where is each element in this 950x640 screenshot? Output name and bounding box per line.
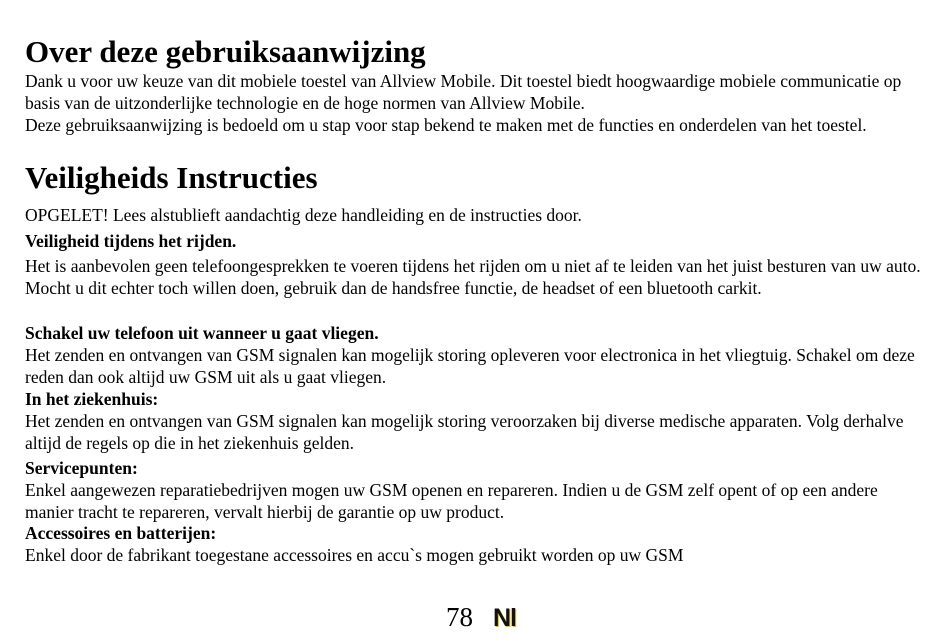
intro-title: Over deze gebruiksaanwijzing: [25, 34, 426, 69]
section-body-flying: Het zenden en ontvangen van GSM signalen kan mogelijk storing opleveren voor electronica in het vliegtuig. Schakel om deze reden dan ook altijd uw GSM uit als u gaat vliegen.: [25, 345, 915, 387]
safety-title: Veiligheids Instructies: [25, 160, 318, 195]
section-heading-flying: Schakel uw telefoon uit wanneer u gaat vliegen.: [25, 323, 379, 343]
intro-paragraph-2: Deze gebruiksaanwijzing is bedoeld om u stap voor stap bekend te maken met de functies en onderdelen van het toestel.: [25, 115, 867, 135]
page-number: 78: [446, 602, 473, 632]
safety-warning: OPGELET! Lees alstublieft aandachtig deze handleiding en de instructies door.: [25, 205, 582, 225]
intro-paragraph-1: Dank u voor uw keuze van dit mobiele toestel van Allview Mobile. Dit toestel biedt hoogwaardige mobiele communicatie op basis van de uitzonderlijke technologie en de hoge normen van Allview Mobile.: [25, 71, 902, 113]
section-body-accessories: Enkel door de fabrikant toegestane accessoires en accu`s mogen gebruikt worden op uw GSM: [25, 545, 684, 565]
section-heading-hospital: In het ziekenhuis:: [25, 389, 159, 409]
section-heading-service: Servicepunten:: [25, 458, 138, 478]
section-body-driving: Het is aanbevolen geen telefoongesprekken te voeren tijdens het rijden om u niet af te leiden van het juist besturen van uw auto. Mocht u dit echter toch willen doen, gebruik dan de handsfree functie, de headset of een bluetooth carkit.: [25, 256, 921, 298]
section-body-hospital: Het zenden en ontvangen van GSM signalen kan mogelijk storing veroorzaken bij diverse medische apparaten. Volg derhalve altijd de regels op die in het ziekenhuis gelden.: [25, 411, 904, 453]
section-body-service: Enkel aangewezen reparatiebedrijven mogen uw GSM openen en repareren. Indien u de GSM zelf opent of op een andere manier tracht te repareren, vervalt hierbij de garantie op uw product.: [25, 480, 878, 522]
section-heading-driving: Veiligheid tijdens het rijden.: [25, 231, 237, 251]
language-code: Nl: [493, 604, 516, 632]
section-heading-accessories: Accessoires en batterijen:: [25, 523, 217, 543]
